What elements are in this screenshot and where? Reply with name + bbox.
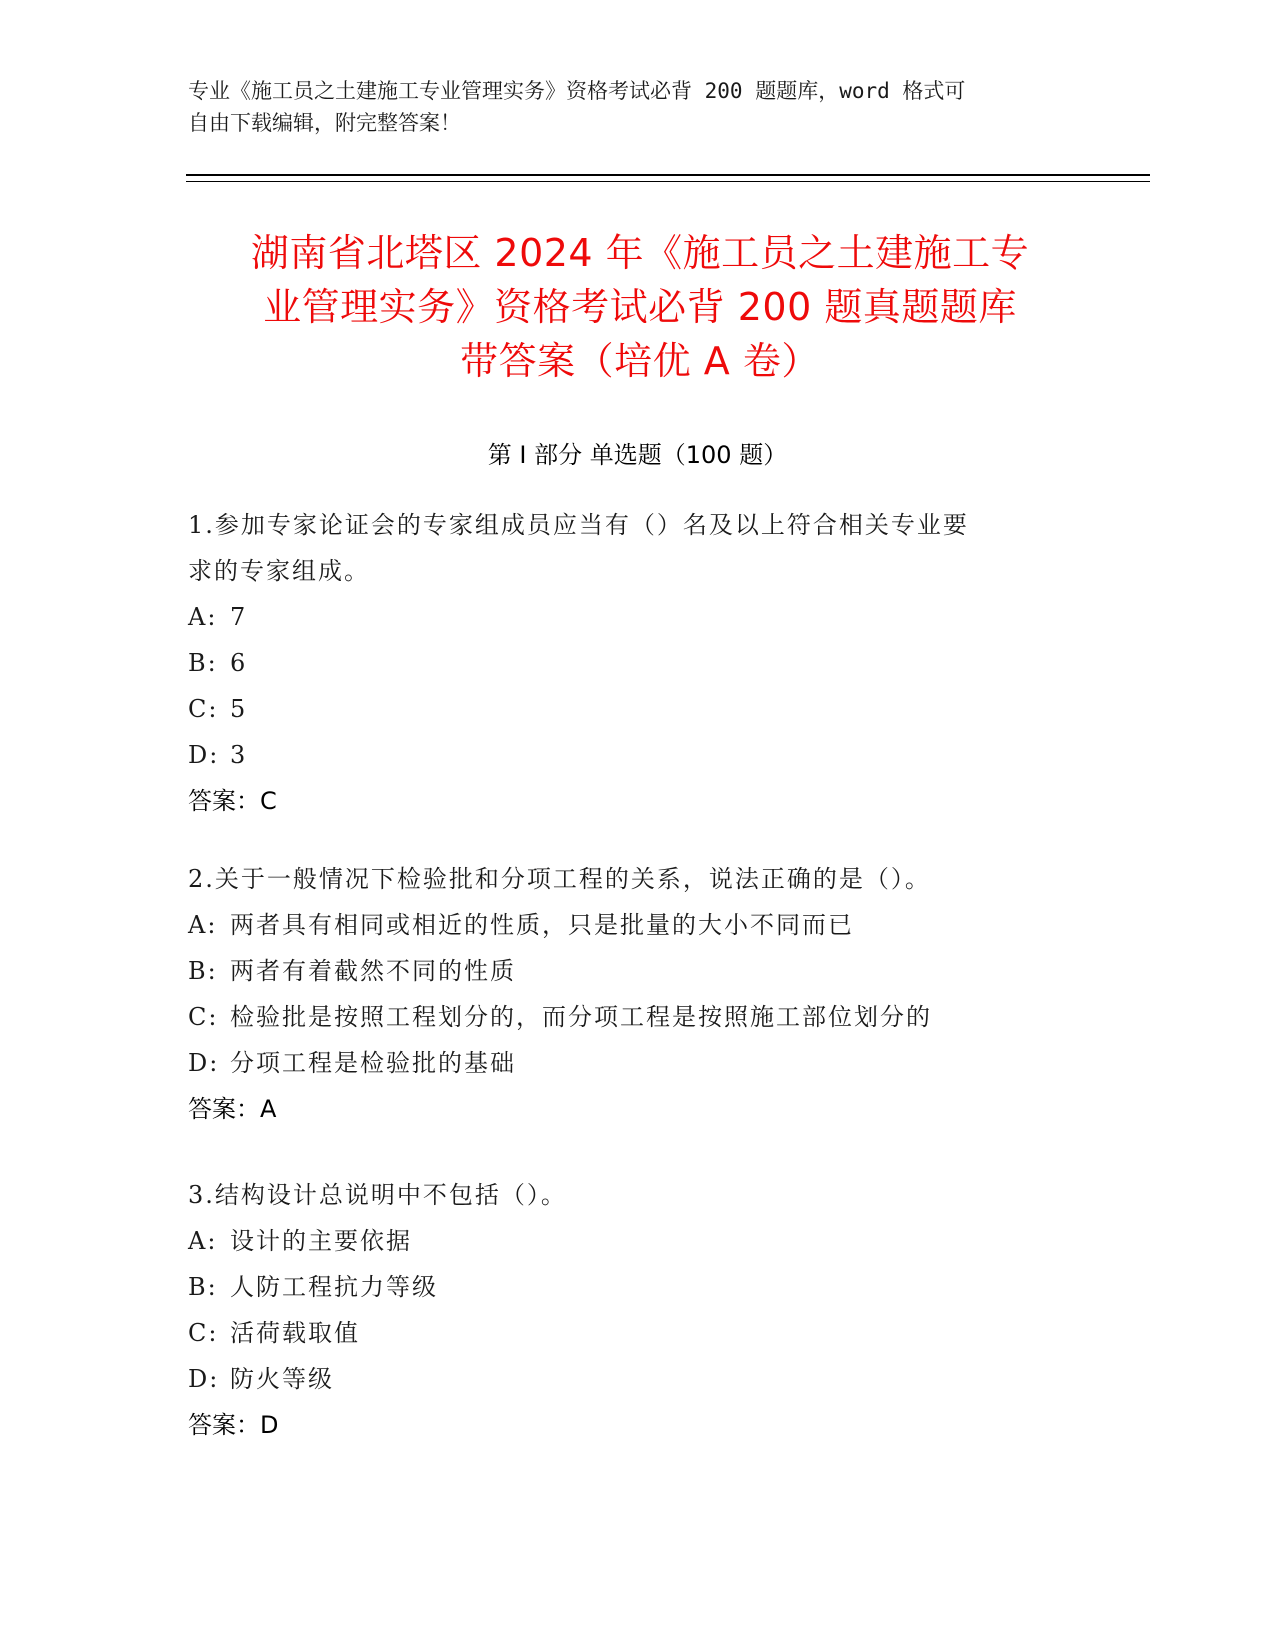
- section-heading: 第 I 部分 单选题（100 题）: [487, 441, 788, 469]
- option-text: 5: [230, 695, 248, 723]
- question-1: [188, 502, 1068, 824]
- option-text: 防火等级: [230, 1365, 334, 1393]
- option-d: [188, 732, 1068, 778]
- header-note: [188, 75, 1068, 139]
- question-2: [188, 856, 1068, 1132]
- question-stem: 1.参加专家论证会的专家组成员应当有（）名及以上符合相关专业要: [188, 511, 969, 539]
- option-d: [188, 1356, 1068, 1402]
- question-stem: 2.关于一般情况下检验批和分项工程的关系，说法正确的是（）。: [188, 865, 931, 893]
- option-b: [188, 1264, 1068, 1310]
- option-key: C:: [188, 1003, 219, 1031]
- option-key: C:: [188, 1319, 219, 1347]
- header-divider-thin: [186, 181, 1150, 182]
- option-c: [188, 1310, 1068, 1356]
- option-c: [188, 686, 1068, 732]
- option-text: 分项工程是检验批的基础: [230, 1049, 516, 1077]
- option-a: [188, 1218, 1068, 1264]
- header-divider-thick: [186, 174, 1150, 176]
- option-b: [188, 640, 1068, 686]
- option-text: 7: [230, 603, 248, 631]
- answer-line: 答案：D: [188, 1411, 279, 1439]
- title-line-1: 湖南省北塔区 2024 年《施工员之土建施工专: [250, 231, 1030, 275]
- option-key: B:: [188, 957, 218, 985]
- header-note-line-2: 自由下载编辑，附完整答案！: [188, 111, 461, 135]
- option-text: 人防工程抗力等级: [230, 1273, 438, 1301]
- option-text: 设计的主要依据: [230, 1227, 412, 1255]
- document-title: [140, 226, 1140, 388]
- answer-line: 答案：A: [188, 1095, 277, 1123]
- option-a: [188, 902, 1068, 948]
- option-key: C:: [188, 695, 219, 723]
- option-key: D:: [188, 1049, 220, 1077]
- question-3: [188, 1172, 1068, 1448]
- option-key: A:: [188, 911, 218, 939]
- option-text: 两者具有相同或相近的性质，只是批量的大小不同而已: [230, 911, 854, 939]
- option-text: 两者有着截然不同的性质: [230, 957, 516, 985]
- option-key: B:: [188, 649, 218, 677]
- title-line-3: 带答案（培优 A 卷）: [460, 339, 820, 383]
- question-stem: 3.结构设计总说明中不包括（）。: [188, 1181, 567, 1209]
- option-key: D:: [188, 1365, 220, 1393]
- question-stem-cont: 求的专家组成。: [188, 557, 370, 585]
- option-key: A:: [188, 1227, 218, 1255]
- header-note-line-1: 专业《施工员之土建施工专业管理实务》资格考试必背 200 题题库，word 格式可: [188, 79, 966, 103]
- option-key: D:: [188, 741, 220, 769]
- option-text: 6: [230, 649, 248, 677]
- title-line-2: 业管理实务》资格考试必背 200 题真题题库: [263, 285, 1017, 329]
- option-c: [188, 994, 1068, 1040]
- option-b: [188, 948, 1068, 994]
- option-a: [188, 594, 1068, 640]
- option-text: 3: [230, 741, 248, 769]
- option-text: 活荷载取值: [230, 1319, 360, 1347]
- option-d: [188, 1040, 1068, 1086]
- answer-line: 答案：C: [188, 787, 277, 815]
- option-text: 检验批是按照工程划分的，而分项工程是按照施工部位划分的: [230, 1003, 932, 1031]
- option-key: B:: [188, 1273, 218, 1301]
- option-key: A:: [188, 603, 218, 631]
